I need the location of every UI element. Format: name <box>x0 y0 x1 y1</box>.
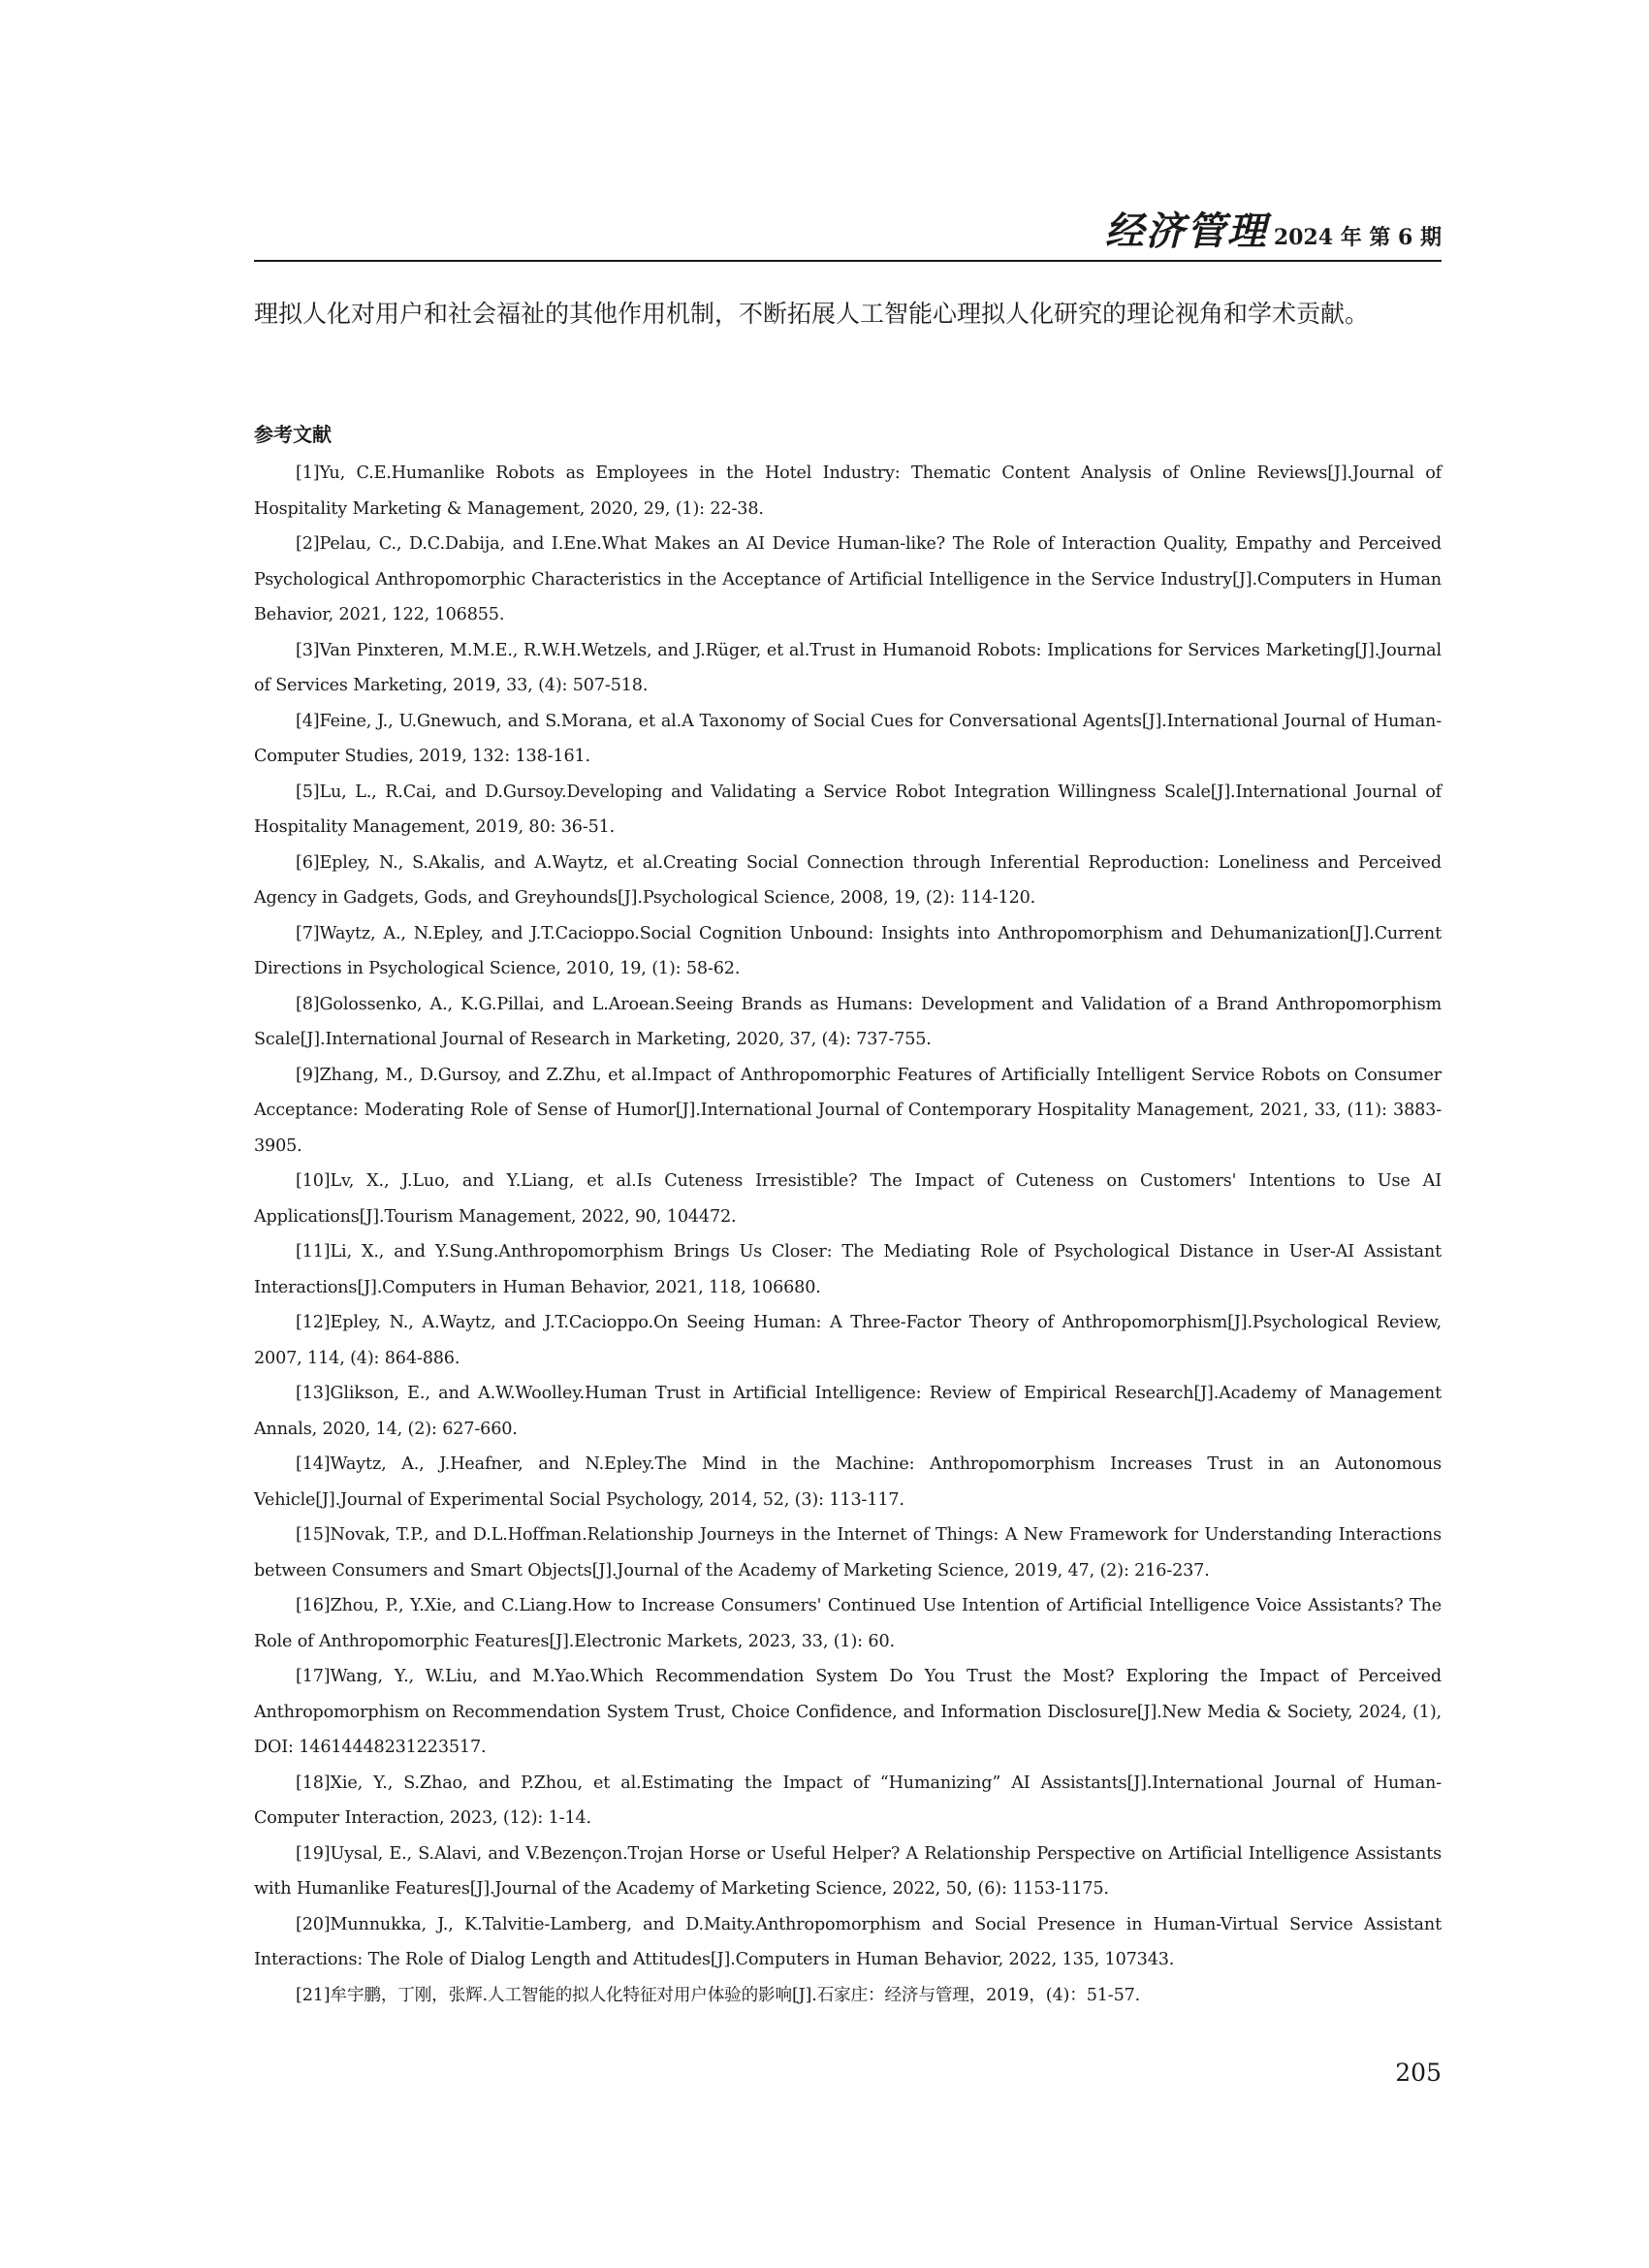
issue-info: 2024 年 第 6 期 <box>1273 225 1442 250</box>
reference-item: [21]牟宇鹏，丁刚，张辉.人工智能的拟人化特征对用户体验的影响[J].石家庄：经济与管理，2019，(4)：51-57. <box>296 1985 1141 2005</box>
header-text <box>1105 201 1442 256</box>
reference-item: [16]Zhou, P., Y.Xie, and C.Liang.How to Increase Consumers' Continued Use Intention of Artificial Intelligence Voice Assistants? The Role of Anthropomorphic Features[J].Electronic Markets, 2023, 33, (1): 60. <box>254 1596 1442 1651</box>
reference-item: [15]Novak, T.P., and D.L.Hoffman.Relationship Journeys in the Internet of Things: A New Framework for Understanding Interactions between Consumers and Smart Objects[J].Journal of the Academy of Marketing Science, 2019, 47, (2): 216-237. <box>254 1525 1442 1581</box>
reference-item: [17]Wang, Y., W.Liu, and M.Yao.Which Recommendation System Do You Trust the Most? Exploring the Impact of Perceived Anthropomorphism on Recommendation System Trust, Choice Confidence, and Information Disclosure[J].New Media & Society, 2024, (1), DOI: 14614448231223517. <box>254 1667 1442 1757</box>
references-title: 参考文献 <box>254 423 332 446</box>
reference-item: [11]Li, X., and Y.Sung.Anthropomorphism Brings Us Closer: The Mediating Role of Psychological Distance in User-AI Assistant Interactions[J].Computers in Human Behavior, 2021, 118, 106680. <box>254 1242 1442 1297</box>
page-header <box>254 206 1442 262</box>
reference-item: [18]Xie, Y., S.Zhao, and P.Zhou, et al.Estimating the Impact of “Humanizing” AI Assistants[J].International Journal of Human-Computer Interaction, 2023, (12): 1-14. <box>254 1773 1442 1828</box>
reference-item: [9]Zhang, M., D.Gursoy, and Z.Zhu, et al.Impact of Anthropomorphic Features of Artificially Intelligent Service Robots on Consumer Acceptance: Moderating Role of Sense of Humor[J].International Journal of Contemporary Hospitality Management, 2021, 33, (11): 3883-3905. <box>254 1065 1442 1156</box>
reference-item: [7]Waytz, A., N.Epley, and J.T.Cacioppo.Social Cognition Unbound: Insights into Anthropomorphism and Dehumanization[J].Current Directions in Psychological Science, 2010, 19, (1): 58-62. <box>254 923 1442 978</box>
reference-item: [19]Uysal, E., S.Alavi, and V.Bezençon.Trojan Horse or Useful Helper? A Relationship Perspective on Artificial Intelligence Assistants with Humanlike Features[J].Journal of the Academy of Marketing Science, 2022, 50, (6): 1153-1175. <box>254 1843 1442 1899</box>
reference-item: [13]Glikson, E., and A.W.Woolley.Human Trust in Artificial Intelligence: Review of Empirical Research[J].Academy of Management Annals, 2020, 14, (2): 627-660. <box>254 1384 1442 1439</box>
reference-item: [1]Yu, C.E.Humanlike Robots as Employees in the Hotel Industry: Thematic Content Analysis of Online Reviews[J].Journal of Hospitality Marketing & Management, 2020, 29, (1): 22-38. <box>254 463 1442 519</box>
header-rule <box>254 260 1442 262</box>
reference-item: [12]Epley, N., A.Waytz, and J.T.Cacioppo.On Seeing Human: A Three-Factor Theory of Anthropomorphism[J].Psychological Review, 2007, 114, (4): 864-886. <box>254 1313 1442 1368</box>
reference-item: [2]Pelau, C., D.C.Dabija, and I.Ene.What Makes an AI Device Human-like? The Role of Interaction Quality, Empathy and Perceived Psychological Anthropomorphic Characteristics in the Acceptance of Artificial Intelligence in the Service Industry[J].Computers in Human Behavior, 2021, 122, 106855. <box>254 534 1442 624</box>
reference-item: [20]Munnukka, J., K.Talvitie-Lamberg, and D.Maity.Anthropomorphism and Social Presence in Human-Virtual Service Assistant Interactions: The Role of Dialog Length and Attitudes[J].Computers in Human Behavior, 2022, 135, 107343. <box>254 1914 1442 1969</box>
reference-item: [6]Epley, N., S.Akalis, and A.Waytz, et al.Creating Social Connection through Inferential Reproduction: Loneliness and Perceived Agency in Gadgets, Gods, and Greyhounds[J].Psychological Science, 2008, 19, (2): 114-120. <box>254 852 1442 908</box>
page-number: 205 <box>1395 2059 1442 2087</box>
reference-item: [8]Golossenko, A., K.G.Pillai, and L.Aroean.Seeing Brands as Humans: Development and Validation of a Brand Anthropomorphism Scale[J].International Journal of Research in Marketing, 2020, 37, (4): 737-755. <box>254 994 1442 1049</box>
intro-paragraph: 理拟人化对用户和社会福祉的其他作用机制，不断拓展人工智能心理拟人化研究的理论视角和学术贡献。 <box>254 300 1370 328</box>
reference-item: [10]Lv, X., J.Luo, and Y.Liang, et al.Is Cuteness Irresistible? The Impact of Cuteness on Customers' Intentions to Use AI Applications[J].Tourism Management, 2022, 90, 104472. <box>254 1171 1442 1227</box>
reference-item: [4]Feine, J., U.Gnewuch, and S.Morana, et al.A Taxonomy of Social Cues for Conversational Agents[J].International Journal of Human-Computer Studies, 2019, 132: 138-161. <box>254 711 1442 766</box>
reference-item: [14]Waytz, A., J.Heafner, and N.Epley.The Mind in the Machine: Anthropomorphism Increases Trust in an Autonomous Vehicle[J].Journal of Experimental Social Psychology, 2014, 52, (3): 113-117. <box>254 1454 1442 1510</box>
references-list <box>254 456 1442 2013</box>
reference-item: [3]Van Pinxteren, M.M.E., R.W.H.Wetzels, and J.Rüger, et al.Trust in Humanoid Robots: Implications for Services Marketing[J].Journal of Services Marketing, 2019, 33, (4): 507-518. <box>254 640 1442 695</box>
journal-name: 经济管理 <box>1104 208 1268 254</box>
reference-item: [5]Lu, L., R.Cai, and D.Gursoy.Developing and Validating a Service Robot Integration Willingness Scale[J].International Journal of Hospitality Management, 2019, 80: 36-51. <box>254 782 1442 837</box>
